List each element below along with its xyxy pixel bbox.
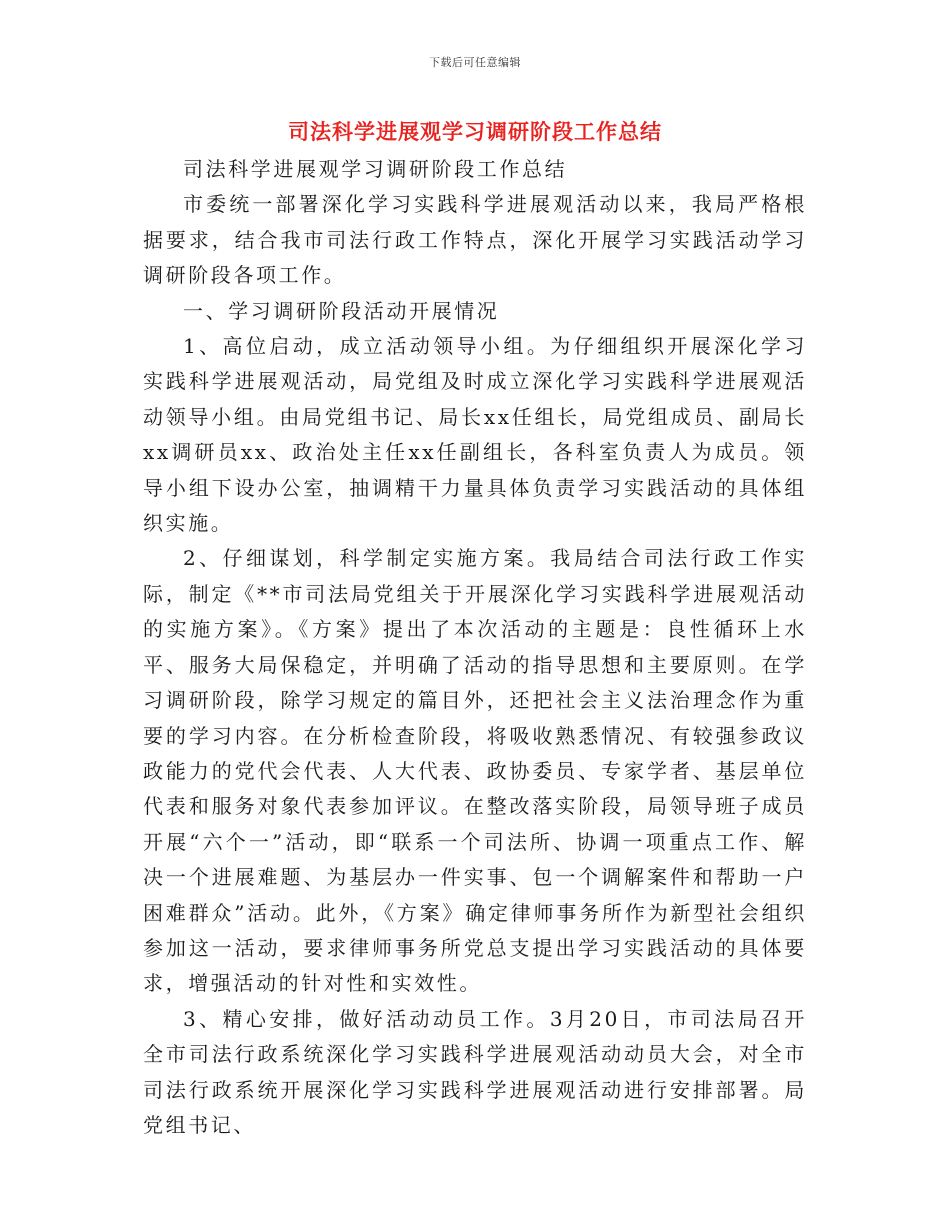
document-title: 司法科学进展观学习调研阶段工作总结: [288, 119, 662, 144]
section-heading: 一、学习调研阶段活动开展情况: [183, 298, 500, 323]
paragraph-item-3: 3、精心安排，做好活动动员工作。3月20日，市司法局召开全市司法行政系统深化学习实践科学进展观活动动员大会，对全市司法行政系统开展深化学习实践科学进展观活动进行安排部署。局党组书记、: [143, 1006, 807, 1137]
paragraph-item-2: 2、仔细谋划，科学制定实施方案。我局结合司法行政工作实际，制定《**市司法局党组关于开展深化学习实践科学进展观活动的实施方案》。《方案》提出了本次活动的主题是：良性循环上水平、服务大局保稳定，并明确了活动的指导思想和主要原则。在学习调研阶段，除学习规定的篇目外，还把社会主义法治理念作为重要的学习内容。在分析检查阶段，将吸收熟悉情况、有较强参政议政能力的党代会代表、人大代表、政协委员、专家学者、基层单位代表和服务对象代表参加评议。在整改落实阶段，局领导班子成员开展“六个一”活动，即“联系一个司法所、协调一项重点工作、解决一个进展难题、为基层办一件实事、包一个调解案件和帮助一户困难群众”活动。此外，《方案》确定律师事务所作为新型社会组织参加这一活动，要求律师事务所党总支提出学习实践活动的具体要求，增强活动的针对性和实效性。: [143, 546, 807, 996]
document-body: [143, 152, 807, 1143]
paragraph-subtitle: 司法科学进展观学习调研阶段工作总结: [183, 157, 568, 181]
paragraph-intro: 市委统一部署深化学习实践科学进展观活动以来，我局严格根据要求，结合我市司法行政工作特点，深化开展学习实践活动学习调研阶段各项工作。: [143, 192, 807, 288]
header-note: 下载后可任意编辑: [429, 56, 521, 69]
paragraph-item-1: 1、高位启动，成立活动领导小组。为仔细组织开展深化学习实践科学进展观活动，局党组及时成立深化学习实践科学进展观活动领导小组。由局党组书记、局长xx任组长，局党组成员、副局长xx调研员xx、政治处主任xx任副组长，各科室负责人为成员。领导小组下设办公室，抽调精干力量具体负责学习实践活动的具体组织实施。: [143, 334, 807, 536]
